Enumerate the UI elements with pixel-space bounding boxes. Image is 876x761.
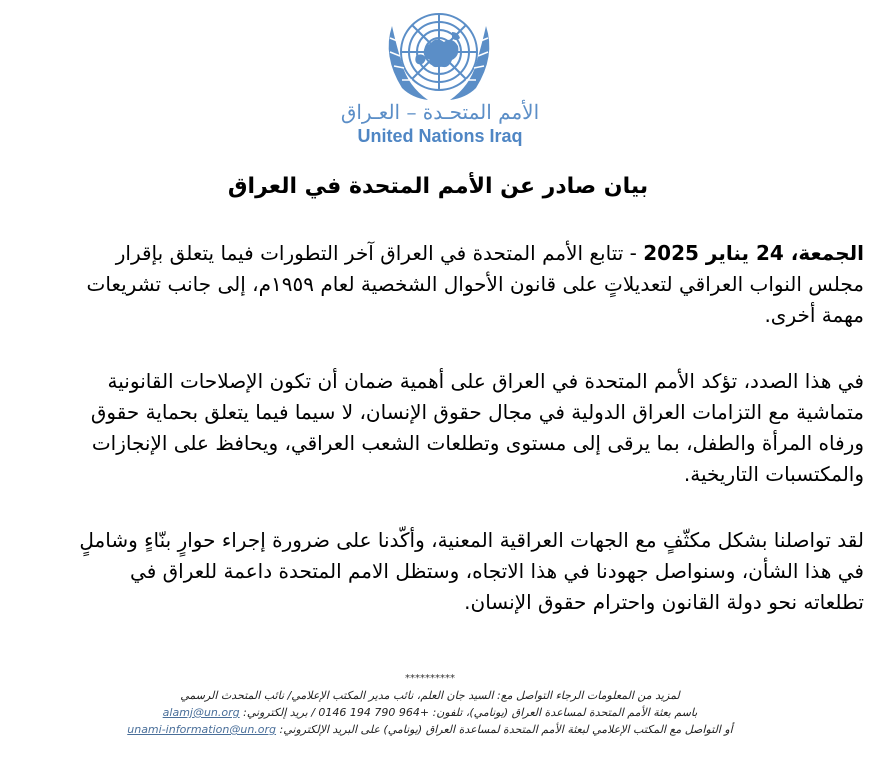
- document-title: بيان صادر عن الأمم المتحدة في العراق: [227, 174, 649, 199]
- dateline: الجمعة، 24 يناير 2025: [643, 241, 864, 265]
- separator: **********: [405, 673, 455, 684]
- un-iraq-logo: [0, 0, 876, 150]
- email-link-alamj[interactable]: alamj@un.org: [162, 706, 240, 719]
- paragraph-1-text: - تتابع الأمم المتحدة في العراق آخر التطورات فيما يتعلق بإقرار مجلس النواب العراقي لتعديلاتٍ على قانون الأحوال الشخصية لعام ١٩٥٩م، إلى جانب تشريعات مهمة أخرى.: [86, 241, 864, 327]
- footer-line-2-prefix: باسم بعثة الأمم المتحدة لمساعدة العراق (يونامي)، تلفون:: [429, 706, 698, 719]
- logo-english-name: United Nations Iraq: [357, 126, 523, 146]
- paragraph-3: لقد تواصلنا بشكل مكثّفٍ مع الجهات العراقية المعنية، وأكّدنا على ضرورة إجراء حوارٍ بنّاءٍ وشاملٍ في هذا الشأن، وسنواصل جهودنا في هذا الاتجاه، وستظل الامم المتحدة داعمة للعراق في تطلعاته نحو دولة القانون واحترام حقوق الإنسان.: [79, 528, 864, 614]
- footer-line-3: [100, 721, 760, 738]
- footer-line-2: [100, 704, 760, 721]
- paragraph-2: في هذا الصدد، تؤكد الأمم المتحدة في العراق على أهمية ضمان أن تكون الإصلاحات القانونية متماشية مع التزامات العراق الدولية في مجال حقوق الإنسان، لا سيما فيما يتعلق بحماية حقوق ورفاه المرأة والطفل، بما يرقى إلى مستوى وتطلعات الشعب العراقي، ويحافظ على الإنجازات والمكتسبات التاريخية.: [90, 369, 864, 486]
- contact-footer: [100, 670, 760, 738]
- footer-line-1: لمزيد من المعلومات الرجاء التواصل مع: السيد جان العلم، نائب مدير المكتب الإعلامي/ نائب المتحدث الرسمي: [180, 689, 680, 702]
- phone-number: 0146 194 790 964+: [318, 706, 430, 719]
- un-emblem-icon: [372, 6, 506, 106]
- footer-line-3-prefix: أو التواصل مع المكتب الإعلامي لبعثة الأمم المتحدة لمساعدة العراق (يونامي) على البريد الإلكتروني:: [276, 723, 733, 736]
- logo-arabic-name: الأمم المتحـدة – العـراق: [340, 100, 540, 124]
- email-link-unami-information[interactable]: unami-information@un.org: [127, 723, 277, 736]
- footer-line-2-mid: / بريد إلكتروني:: [239, 706, 319, 719]
- paragraph-1: [64, 238, 864, 331]
